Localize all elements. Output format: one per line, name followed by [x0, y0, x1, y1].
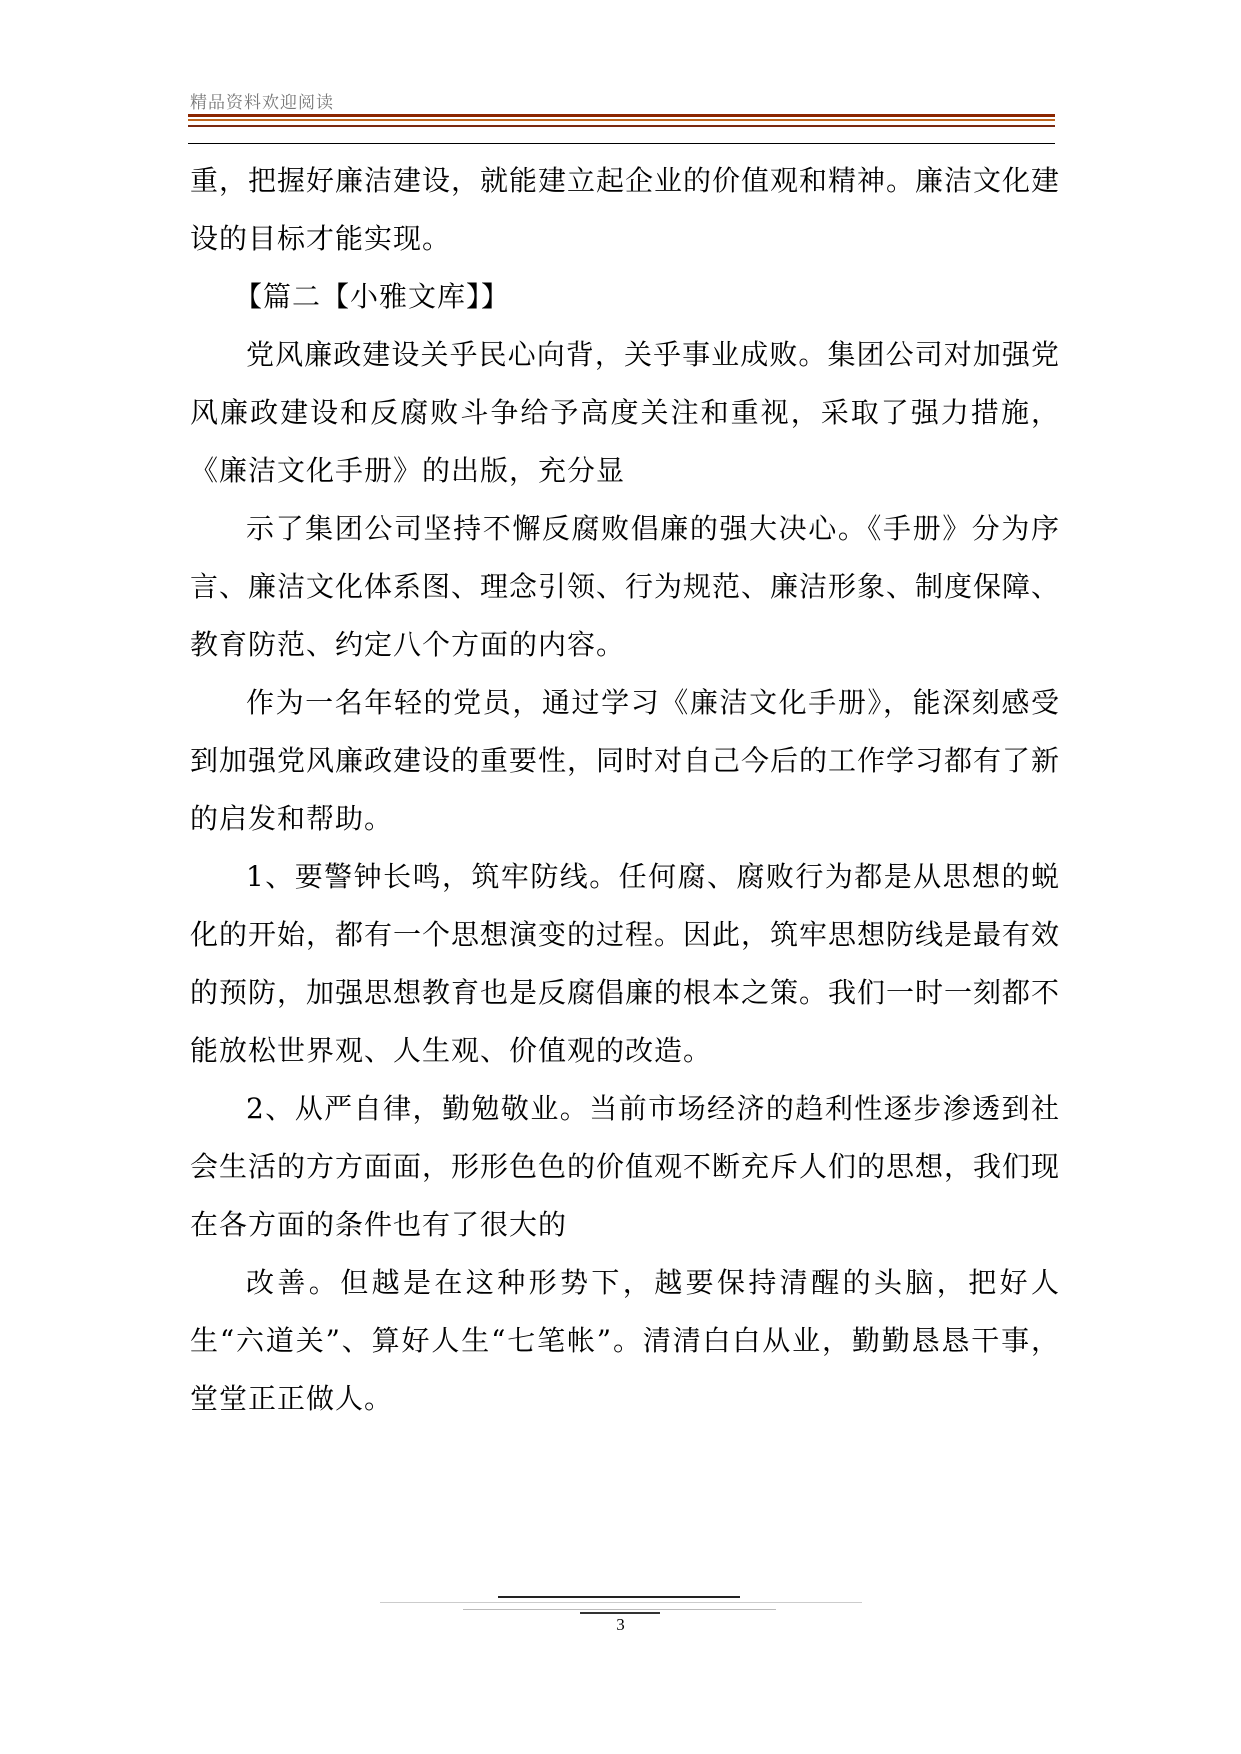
- footer-rule-lower: [463, 1609, 776, 1610]
- footer-rule-bold: [498, 1596, 740, 1598]
- footer-rule: [380, 1602, 862, 1603]
- paragraph: 改善。但越是在这种形势下，越要保持清醒的头脑，把好人生“六道关”、算好人生“七笔帐”。清清白白从业，勤勤恳恳干事，堂堂正正做人。: [190, 1266, 1060, 1415]
- header-rule-thick: [188, 114, 1055, 117]
- paragraph: 党风廉政建设关乎民心向背，关乎事业成败。集团公司对加强党风廉政建设和反腐败斗争给予高度关注和重视，采取了强力措施，《廉洁文化手册》的出版，充分显: [190, 338, 1060, 487]
- header-rule-orange: [188, 119, 1055, 121]
- paragraph: 作为一名年轻的党员，通过学习《廉洁文化手册》，能深刻感受到加强党风廉政建设的重要性，同时对自己今后的工作学习都有了新的启发和帮助。: [190, 686, 1061, 835]
- section-heading: 【篇二【小雅文库】】: [234, 280, 511, 313]
- footer-rule-short: [580, 1612, 660, 1614]
- document-body: [190, 152, 1060, 1428]
- paragraph: 2、从严自律，勤勉敬业。当前市场经济的趋利性逐步渗透到社会生活的方方面面，形形色色的价值观不断充斥人们的思想，我们现在各方面的条件也有了很大的: [190, 1092, 1061, 1241]
- paragraph: 1、要警钟长鸣，筑牢防线。任何腐、腐败行为都是从思想的蜕化的开始，都有一个思想演变的过程。因此，筑牢思想防线是最有效的预防，加强思想教育也是反腐倡廉的根本之策。我们一时一刻都不能放松世界观、人生观、价值观的改造。: [190, 860, 1061, 1067]
- page-number: 3: [616, 1615, 625, 1634]
- paragraph-continuation: 重，把握好廉洁建设，就能建立起企业的价值观和精神。廉洁文化建设的目标才能实现。: [190, 164, 1061, 255]
- running-header: 精品资料欢迎阅读: [190, 93, 334, 113]
- paragraph: 示了集团公司坚持不懈反腐败倡廉的强大决心。《手册》分为序言、廉洁文化体系图、理念引领、行为规范、廉洁形象、制度保障、教育防范、约定八个方面的内容。: [190, 512, 1061, 661]
- header-rule-thin: [188, 143, 1055, 144]
- header-rule-dark: [188, 125, 1055, 127]
